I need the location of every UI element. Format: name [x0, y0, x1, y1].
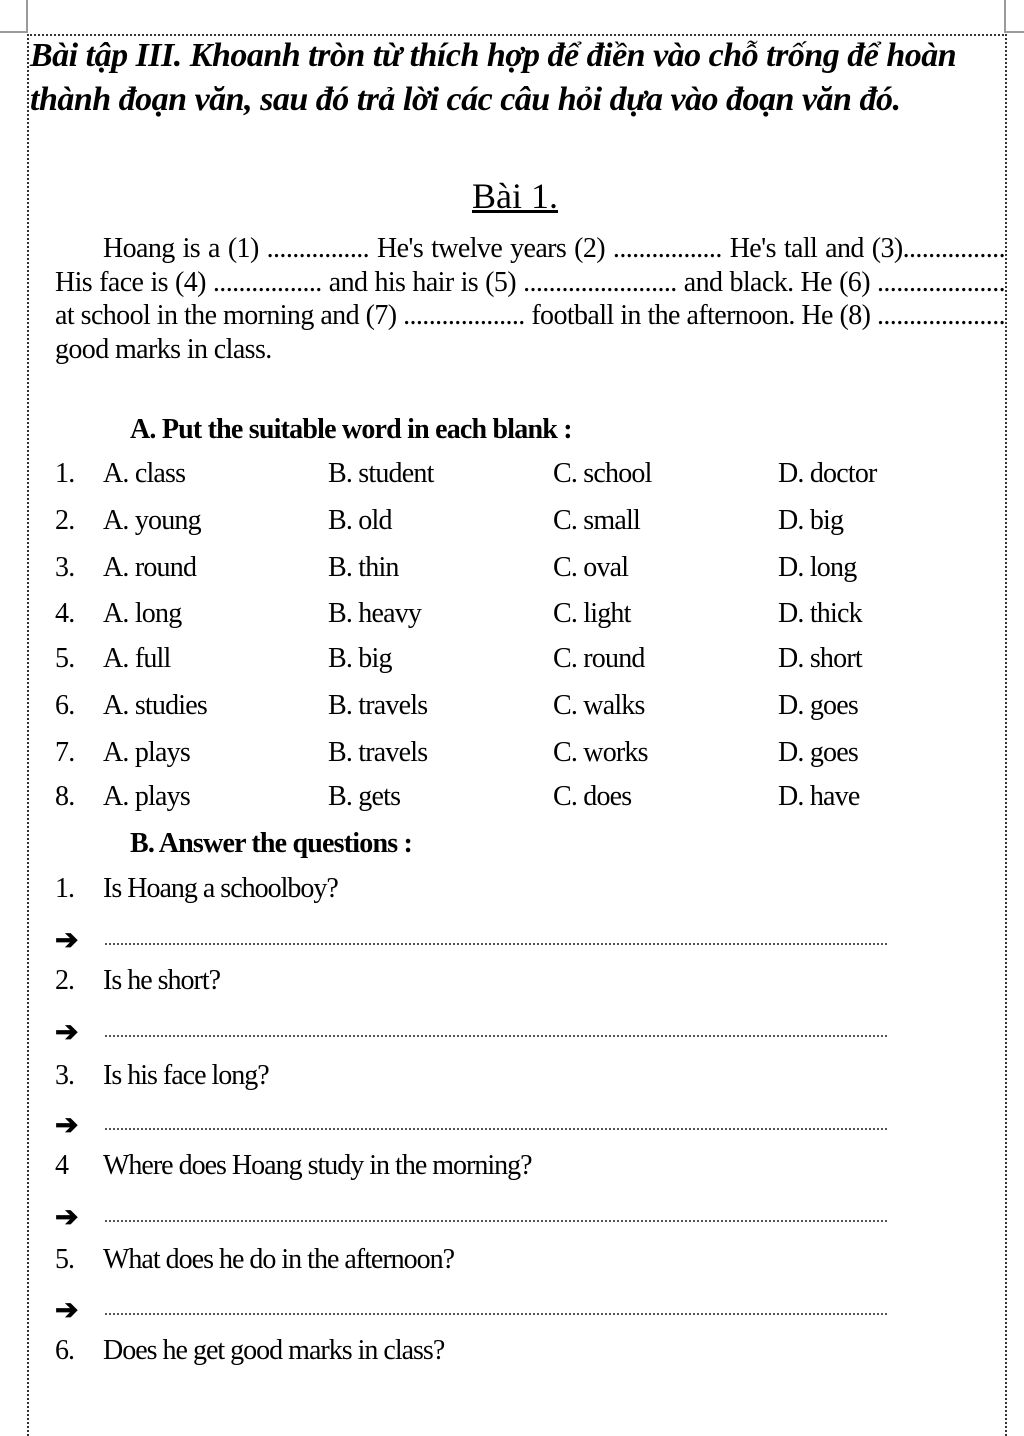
option-b[interactable]: B. thin — [328, 552, 399, 583]
option-d[interactable]: D. have — [778, 781, 860, 812]
option-c[interactable]: C. school — [553, 458, 652, 489]
question-text: What does he do in the afternoon? — [103, 1244, 455, 1275]
option-a[interactable]: A. plays — [103, 737, 190, 768]
question-text: Is Hoang a schoolboy? — [103, 873, 338, 904]
option-number: 5. — [55, 643, 75, 674]
answer-line[interactable] — [105, 1313, 887, 1315]
question-number: 4 — [55, 1150, 68, 1181]
option-a[interactable]: A. long — [103, 598, 182, 629]
question-number: 3. — [55, 1060, 74, 1091]
reading-passage — [55, 232, 1005, 366]
option-b[interactable]: B. big — [328, 643, 392, 674]
question-text: Is he short? — [103, 965, 221, 996]
option-number: 3. — [55, 552, 75, 583]
option-d[interactable]: D. doctor — [778, 458, 877, 489]
option-a[interactable]: A. round — [103, 552, 197, 583]
option-d[interactable]: D. big — [778, 505, 844, 536]
arrow-right-icon: ➔ — [55, 925, 79, 956]
answer-line[interactable] — [105, 1128, 887, 1130]
option-d[interactable]: D. thick — [778, 598, 862, 629]
question-text: Is his face long? — [103, 1060, 269, 1091]
option-b[interactable]: B. travels — [328, 690, 428, 721]
option-a[interactable]: A. full — [103, 643, 171, 674]
option-a[interactable]: A. studies — [103, 690, 208, 721]
option-a[interactable]: A. young — [103, 505, 201, 536]
option-a[interactable]: A. plays — [103, 781, 190, 812]
option-number: 7. — [55, 737, 75, 768]
question-number: 2. — [55, 965, 74, 996]
page-corner-left — [0, 31, 28, 33]
option-c[interactable]: C. light — [553, 598, 631, 629]
option-c[interactable]: C. oval — [553, 552, 629, 583]
page-corner-right — [1004, 0, 1006, 32]
option-number: 1. — [55, 458, 75, 489]
option-number: 6. — [55, 690, 75, 721]
option-number: 2. — [55, 505, 75, 536]
option-number: 4. — [55, 598, 75, 629]
arrow-right-icon: ➔ — [55, 1017, 79, 1048]
question-text: Where does Hoang study in the morning? — [103, 1150, 532, 1181]
question-text: Does he get good marks in class? — [103, 1335, 445, 1366]
option-c[interactable]: C. walks — [553, 690, 645, 721]
exercise-title: Bài 1. — [472, 176, 558, 216]
option-b[interactable]: B. travels — [328, 737, 428, 768]
arrow-right-icon: ➔ — [55, 1295, 79, 1326]
exercise-heading: Bài tập III. Khoanh tròn từ thích hợp để điền vào chỗ trống để hoàn thành đoạn văn, sau đó trả lời các câu hỏi dựa vào đoạn văn đó. — [30, 37, 957, 118]
option-b[interactable]: B. heavy — [328, 598, 422, 629]
option-d[interactable]: D. goes — [778, 737, 858, 768]
option-d[interactable]: D. goes — [778, 690, 858, 721]
option-a[interactable]: A. class — [103, 458, 186, 489]
passage-text: Hoang is a (1) ................ He's twelve years (2) ................. He's tall and (3)................ His face is (4) ................. and his hair is (5) ........................ and black. He (6) .................... at school in the morning and (7) ................... football in the afternoon. He (8) .................... good marks in class. — [55, 233, 1005, 365]
option-d[interactable]: D. short — [778, 643, 862, 674]
section-b-title: B. Answer the questions : — [130, 828, 413, 859]
option-c[interactable]: C. does — [553, 781, 632, 812]
answer-line[interactable] — [105, 1220, 887, 1222]
option-c[interactable]: C. works — [553, 737, 648, 768]
page-corner-left — [26, 0, 28, 32]
option-d[interactable]: D. long — [778, 552, 857, 583]
question-number: 6. — [55, 1335, 74, 1366]
option-number: 8. — [55, 781, 75, 812]
option-c[interactable]: C. small — [553, 505, 640, 536]
arrow-right-icon: ➔ — [55, 1202, 79, 1233]
question-number: 5. — [55, 1244, 74, 1275]
arrow-right-icon: ➔ — [55, 1110, 79, 1141]
page-corner-right — [1004, 31, 1024, 33]
option-c[interactable]: C. round — [553, 643, 645, 674]
option-b[interactable]: B. old — [328, 505, 392, 536]
answer-line[interactable] — [105, 1035, 887, 1037]
answer-line[interactable] — [105, 943, 887, 945]
option-b[interactable]: B. gets — [328, 781, 401, 812]
question-number: 1. — [55, 873, 74, 904]
section-a-title: A. Put the suitable word in each blank : — [130, 414, 572, 445]
option-b[interactable]: B. student — [328, 458, 434, 489]
